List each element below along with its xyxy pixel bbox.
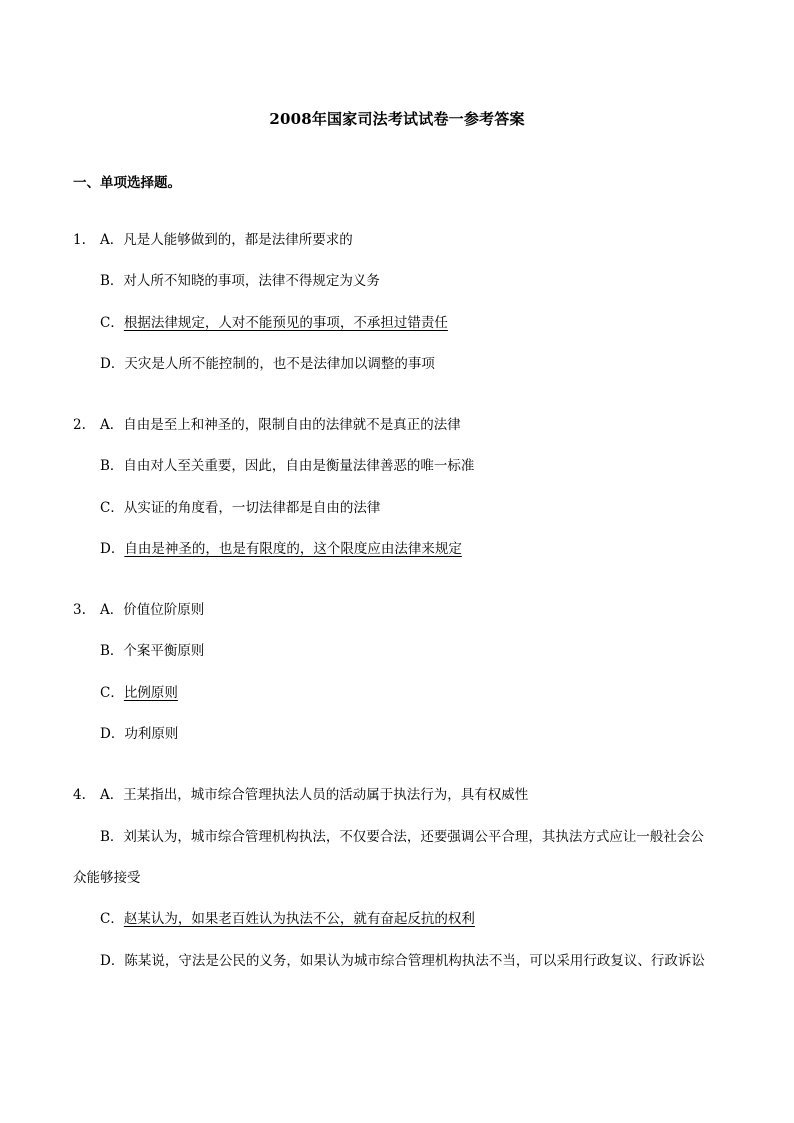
q4-a-label: A． bbox=[100, 787, 124, 803]
q3-a-label: A． bbox=[100, 602, 124, 618]
section-heading: 一、单项选择题。 bbox=[73, 175, 181, 191]
q4-option-d bbox=[100, 953, 705, 969]
q2-b-label: B． bbox=[100, 458, 124, 474]
q2-option-b bbox=[100, 458, 474, 474]
q1-b-label: B． bbox=[100, 273, 124, 289]
q3-option-a bbox=[73, 602, 204, 618]
q4-c-text-answer: 赵某认为，如果老百姓认为执法不公，就有奋起反抗的权利 bbox=[123, 911, 475, 927]
q1-option-d bbox=[100, 356, 435, 372]
q3-d-label: D． bbox=[100, 726, 125, 742]
document-title: 2008年国家司法考试试卷一参考答案 bbox=[269, 110, 525, 128]
q1-option-a bbox=[73, 232, 353, 248]
q4-a-text: 王某指出，城市综合管理执法人员的活动属于执法行为，具有权威性 bbox=[123, 787, 529, 803]
q1-b-text: 对人所不知晓的事项，法律不得规定为义务 bbox=[123, 273, 380, 289]
q4-b-text: 刘某认为，城市综合管理机构执法，不仅要合法，还要强调公平合理，其执法方式应让一般社会公 bbox=[123, 829, 704, 845]
q2-a-label: A． bbox=[100, 417, 124, 433]
q3-option-c bbox=[100, 685, 178, 701]
q4-number: 4. bbox=[73, 787, 86, 803]
q4-d-label: D． bbox=[100, 953, 125, 969]
q2-d-label: D． bbox=[100, 541, 125, 557]
q1-d-label: D． bbox=[100, 356, 125, 372]
q3-a-text: 价值位阶原则 bbox=[123, 602, 205, 618]
q2-option-d bbox=[100, 541, 462, 557]
q2-option-c bbox=[100, 500, 380, 516]
q4-option-c bbox=[100, 911, 475, 927]
q3-option-b bbox=[100, 643, 204, 659]
q1-a-label: A． bbox=[100, 232, 124, 248]
q2-number: 2. bbox=[73, 417, 86, 433]
q1-number: 1. bbox=[73, 232, 86, 248]
q2-option-a bbox=[73, 417, 461, 433]
q3-d-text: 功利原则 bbox=[124, 726, 179, 742]
q2-d-text-answer: 自由是神圣的，也是有限度的，这个限度应由法律来规定 bbox=[124, 541, 462, 557]
q3-b-text: 个案平衡原则 bbox=[123, 643, 205, 659]
q4-option-a bbox=[73, 787, 528, 803]
q1-c-label: C． bbox=[100, 315, 124, 331]
q2-c-label: C． bbox=[100, 500, 124, 516]
q2-a-text: 自由是至上和神圣的，限制自由的法律就不是真正的法律 bbox=[123, 417, 461, 433]
q4-option-b-continuation: 众能够接受 bbox=[73, 870, 141, 886]
q2-c-text: 从实证的角度看，一切法律都是自由的法律 bbox=[123, 500, 381, 516]
q3-b-label: B． bbox=[100, 643, 124, 659]
q2-b-text: 自由对人至关重要，因此，自由是衡量法律善恶的唯一标准 bbox=[123, 458, 475, 474]
q4-c-label: C． bbox=[100, 911, 124, 927]
q3-number: 3. bbox=[73, 602, 86, 618]
q4-option-b bbox=[100, 829, 704, 845]
q4-d-text: 陈某说，守法是公民的义务，如果认为城市综合管理机构执法不当，可以采用行政复议、行政诉讼 bbox=[124, 953, 705, 969]
q1-option-c bbox=[100, 315, 448, 331]
q1-option-b bbox=[100, 273, 380, 289]
q1-a-text: 凡是人能够做到的，都是法律所要求的 bbox=[123, 232, 353, 248]
q3-option-d bbox=[100, 726, 178, 742]
q3-c-label: C． bbox=[100, 685, 124, 701]
q4-b-label: B． bbox=[100, 829, 124, 845]
q3-c-text-answer: 比例原则 bbox=[123, 685, 178, 701]
q1-c-text-answer: 根据法律规定，人对不能预见的事项，不承担过错责任 bbox=[123, 315, 448, 331]
q1-d-text: 天灾是人所不能控制的，也不是法律加以调整的事项 bbox=[124, 356, 435, 372]
